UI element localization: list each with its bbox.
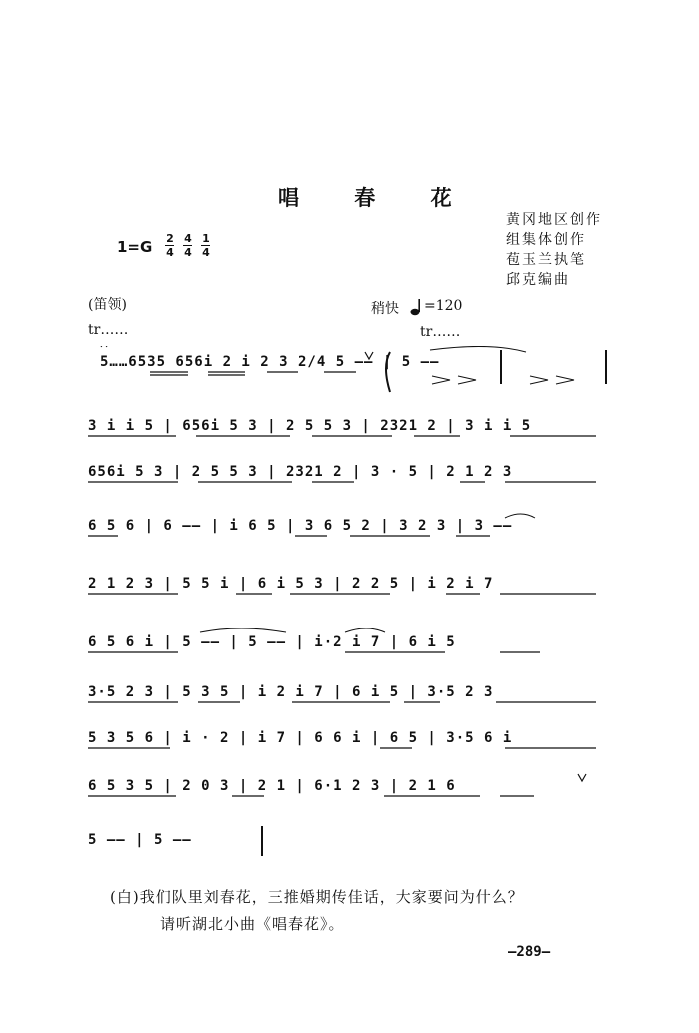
staff-line-9-notes: 6 5 3 5 | 2 0 3 | 2 1 | 6·1 2 3 | 2 1 6 — [88, 778, 456, 794]
dialogue-line-2: 请听湖北小曲《唱春花》。 — [160, 915, 345, 933]
dialogue-line-1: (白)我们队里刘春花，三推婚期传佳话，大家要问为什么？ — [110, 888, 524, 906]
staff-line-3-notes: 656i 5 3 | 2 5 5 3 | 2321 2 | 3 · 5 | 2 1 2 3 — [88, 464, 513, 480]
staff-line-9 — [0, 772, 699, 812]
staff-line-8 — [0, 724, 699, 764]
staff-line-6-notes: 6 5 6 i | 5 —— | 5 —— | i·2 i 7 | 6 i 5 — [88, 634, 456, 650]
instrument-label: (笛领) — [88, 297, 127, 313]
staff-line-4 — [0, 512, 699, 552]
page-number: —289— — [508, 944, 551, 960]
staff-line-3 — [0, 458, 699, 498]
staff-line-2-notes: 3 i i 5 | 656i 5 3 | 2 5 5 3 | 2321 2 | 3 i i 5 — [88, 418, 532, 434]
credit-line-3: 苞玉兰执笔 — [506, 252, 586, 268]
staff-line-8-notes: 5 3 5 6 | i · 2 | i 7 | 6 6 i | 6 5 | 3·5 6 i — [88, 730, 513, 746]
staff-line-2 — [0, 412, 699, 452]
tempo-text: 稍快 — [371, 301, 399, 317]
staff-line-7 — [0, 678, 699, 718]
credit-line-4: 邱克编曲 — [506, 272, 570, 288]
staff-line-1 — [0, 346, 699, 386]
staff-line-10 — [0, 826, 699, 866]
credit-line-1: 黄冈地区创作 — [506, 212, 602, 228]
trill-mark-2: tr…… — [420, 324, 461, 340]
song-title: 唱 春 花 — [278, 185, 476, 210]
key-signature: 1=G — [117, 238, 153, 256]
staff-line-1-notes: 5……6535 656i 2 i 2 3 2/4 5 —— | 5 —— — [100, 354, 440, 370]
staff-line-5-notes: 2 1 2 3 | 5 5 i | 6 i 5 3 | 2 2 5 | i 2 i 7 — [88, 576, 494, 592]
quarter-note-icon — [410, 298, 424, 316]
staff-line-4-notes: 6 5 6 | 6 —— | i 6 5 | 3 6 5 2 | 3 2 3 | 3 —— — [88, 518, 513, 534]
trill-mark-1: tr…… — [88, 322, 129, 338]
staff-line-5 — [0, 570, 699, 610]
staff-line-6 — [0, 628, 699, 668]
staff-line-7-notes: 3·5 2 3 | 5 3 5 | i 2 i 7 | 6 i 5 | 3·5 2 3 — [88, 684, 494, 700]
credit-line-2: 组集体创作 — [506, 232, 586, 248]
staff-line-10-notes: 5 —— | 5 —— — [88, 832, 192, 848]
tempo-value: =120 — [424, 298, 463, 314]
